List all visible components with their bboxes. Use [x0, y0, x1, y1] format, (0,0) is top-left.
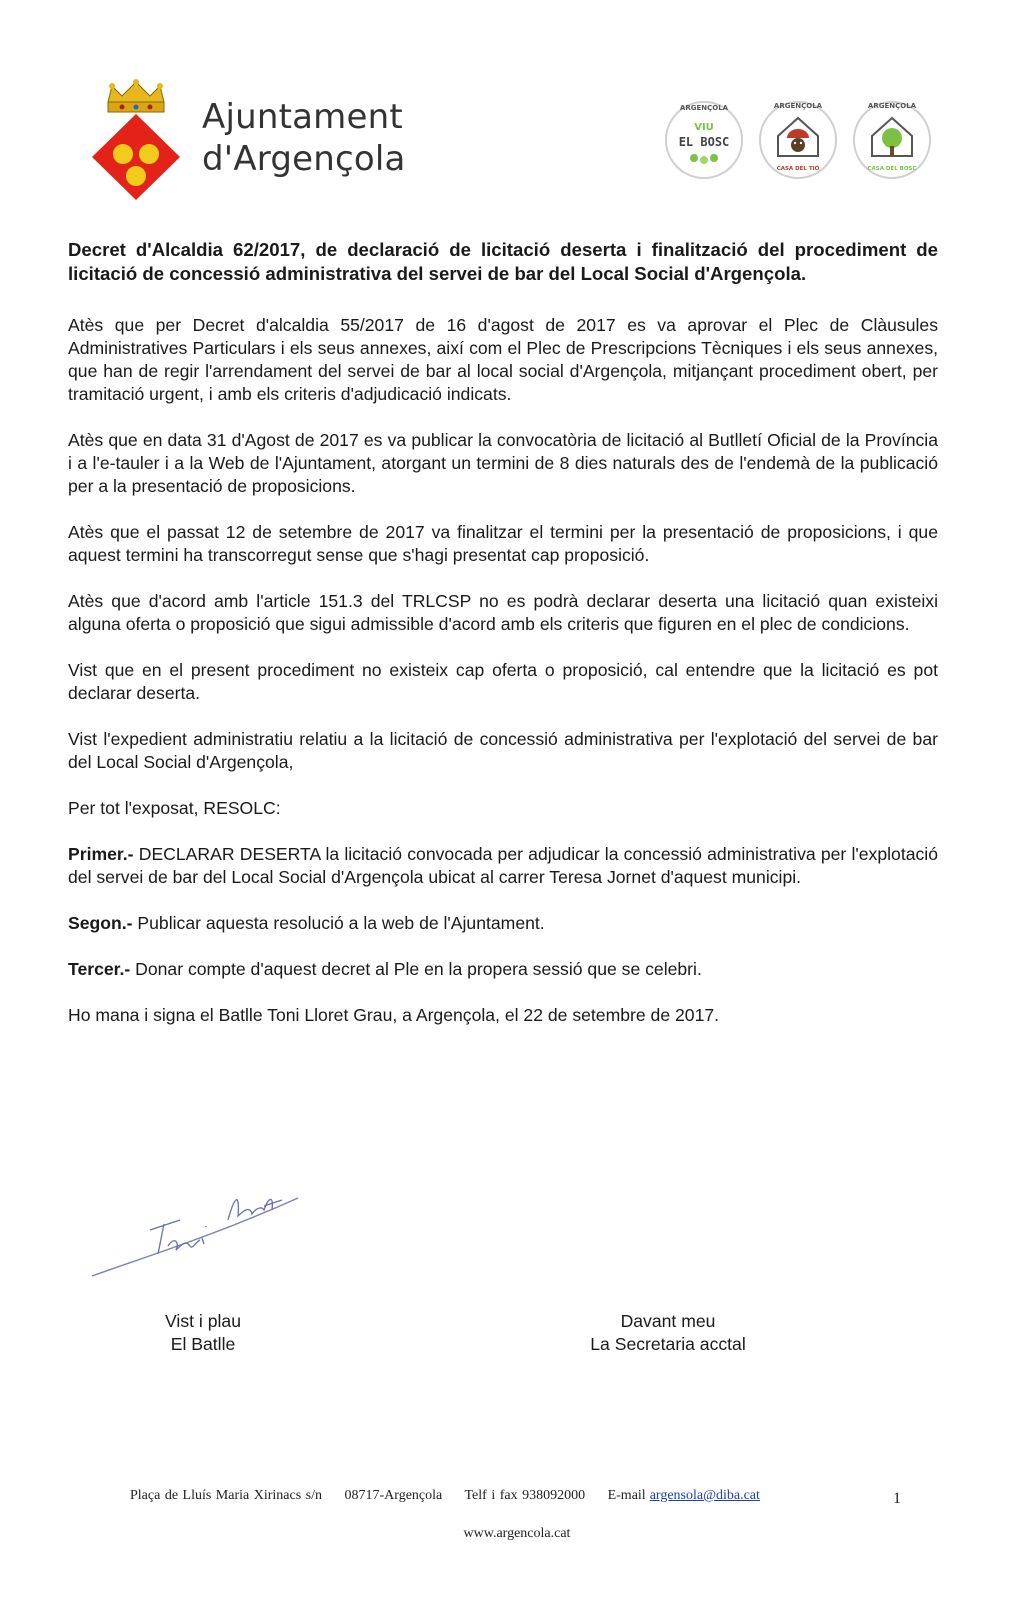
svg-text:CASA DEL BOSC: CASA DEL BOSC — [867, 166, 917, 172]
svg-text:ARGENÇOLA: ARGENÇOLA — [867, 102, 917, 110]
footer-address: Plaça de Lluís Maria Xirinacs s/n — [130, 1488, 323, 1503]
mayor-handwritten-signature — [88, 1180, 338, 1290]
viu-el-bosc-badge — [660, 92, 748, 188]
signature-caption: Davant meu — [620, 1311, 716, 1331]
footer-email-label: E-mail — [607, 1488, 646, 1503]
signature-caption: Vist i plau — [165, 1311, 241, 1331]
decree-body — [68, 238, 938, 1050]
decree-title: Decret d'Alcaldia 62/2017, de declaració de licitació deserta i finalització del procediment de licitació de concessió administrativa del servei de bar del Local Social d'Argençola. — [68, 239, 938, 284]
svg-text:ARGENÇOLA: ARGENÇOLA — [773, 102, 823, 110]
paragraph-1: Atès que per Decret d'alcaldia 55/2017 de 16 d'agost de 2017 es va aprovar el Plec de Clàusules Administratives Particulars i els seus annexes, així com el Plec de Prescripcions Tècniques i els seus annexes, que han de regir l'arrendament del servei de bar al local social d'Argençola, mitjançant procediment obert, per tramitació urgent, i amb els criteris d'adjudicació indicats. — [68, 315, 938, 404]
document-header — [0, 0, 1034, 210]
resolution-label: Tercer.- — [68, 959, 131, 979]
page-number: 1 — [893, 1490, 901, 1507]
footer-email-link[interactable]: argensola@diba.cat — [649, 1488, 760, 1503]
resolution-text: Donar compte d'aquest decret al Ple en la propera sessió que se celebri. — [130, 959, 702, 979]
closing-statement: Ho mana i signa el Batlle Toni Lloret Grau, a Argençola, el 22 de setembre de 2017. — [68, 1005, 720, 1025]
secretary-signature-block — [548, 1310, 788, 1356]
paragraph-6: Vist l'expedient administratiu relatiu a la licitació de concessió administrativa per l'explotació del servei de bar del Local Social d'Argençola, — [68, 729, 938, 772]
casa-del-bosc-badge — [848, 92, 936, 188]
org-name-line2: d'Argençola — [202, 139, 406, 179]
paragraph-resolc: Per tot l'exposat, RESOLC: — [68, 798, 281, 818]
municipal-coat-of-arms — [88, 78, 184, 200]
paragraph-3: Atès que el passat 12 de setembre de 2017 va finalitzar el termini per la presentació de proposicions, i que aquest termini ha transcorregut sense que s'hagi presentat cap proposició. — [68, 522, 938, 565]
casa-del-tio-badge — [754, 92, 842, 188]
organization-name — [202, 96, 406, 180]
paragraph-5: Vist que en el present procediment no existeix cap oferta o proposició, cal entendre que la licitació es pot declarar deserta. — [68, 660, 938, 703]
svg-text:ARGENÇOLA: ARGENÇOLA — [679, 104, 729, 112]
footer-postal-code: 08717-Argençola — [344, 1488, 443, 1503]
footer-phone: Telf i fax 938092000 — [464, 1488, 586, 1503]
resolution-third — [68, 958, 938, 981]
paragraph-2: Atès que en data 31 d'Agost de 2017 es va publicar la convocatòria de licitació al Butlletí Oficial de la Província i a l'e-tauler i a la Web de l'Ajuntament, atorgant un termini de 8 dies naturals des de l'endemà de la publicació per a la presentació de proposicions. — [68, 430, 938, 496]
signatory-role: La Secretaria acctal — [590, 1334, 746, 1354]
svg-text:EL BOSC: EL BOSC — [678, 135, 730, 149]
resolution-first — [68, 843, 938, 889]
svg-text:VIU: VIU — [694, 122, 714, 133]
resolution-label: Primer.- — [68, 844, 134, 864]
resolution-second — [68, 912, 938, 935]
resolution-text: DECLARAR DESERTA la licitació convocada per adjudicar la concessió administrativa per l'explotació del servei de bar del Local Social d'Argençola ubicat al carrer Teresa Jornet d'aquest municipi. — [68, 844, 938, 887]
program-badges — [660, 92, 935, 192]
footer-website: www.argencola.cat — [463, 1526, 571, 1541]
mayor-signature-block — [128, 1310, 278, 1356]
crown-icon — [108, 79, 164, 112]
footer-contact-line — [130, 1488, 760, 1504]
paragraph-4: Atès que d'acord amb l'article 151.3 del TRLCSP no es podrà declarar deserta una licitació quan existeixi alguna oferta o proposició que sigui admissible d'acord amb els criteris que figuren en el plec de condicions. — [68, 591, 938, 634]
signatory-role: El Batlle — [170, 1334, 236, 1354]
org-name-line1: Ajuntament — [202, 97, 403, 137]
svg-text:CASA DEL TIÓ: CASA DEL TIÓ — [776, 166, 820, 172]
resolution-text: Publicar aquesta resolució a la web de l'Ajuntament. — [132, 913, 545, 933]
resolution-label: Segon.- — [68, 913, 133, 933]
